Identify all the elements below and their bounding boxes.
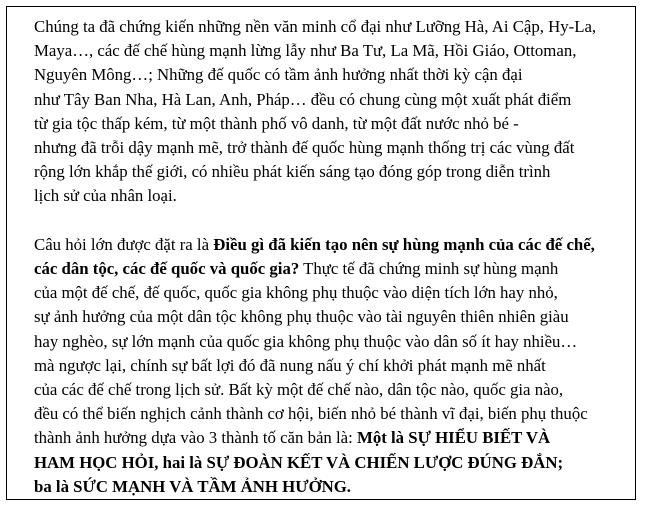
paragraph-civilizations [34, 15, 621, 209]
text-line: Câu hỏi lớn được đặt ra là [34, 234, 214, 254]
text-line: rộng lớn khắp thế giới, có nhiều phát kiến sáng tạo đóng góp trong diễn trình [34, 162, 551, 182]
paragraph-question [34, 233, 621, 499]
text-line: Nguyên Mông…; Những đế quốc có tầm ảnh hưởng nhất thời kỳ cận đại [34, 65, 523, 85]
bold-question: các dân tộc, các đế quốc và quốc gia? [34, 259, 300, 279]
text-line: đều có thể biến nghịch cảnh thành cơ hội, biến nhỏ bé thành vĩ đại, biến phụ thuộc [34, 404, 588, 424]
text-line: Thực tế đã chứng minh sự hùng mạnh [299, 259, 559, 279]
bold-factors: Một là SỰ HIỂU BIẾT VÀ [356, 428, 551, 448]
bold-factors: ba là SỨC MẠNH VÀ TẦM ẢNH HƯỞNG. [34, 476, 351, 496]
text-line: của một đế chế, đế quốc, quốc gia không phụ thuộc vào diện tích lớn hay nhỏ, [34, 283, 558, 303]
text-line: thành ảnh hưởng dựa vào 3 thành tố căn bản là: [34, 428, 357, 448]
text-line: Maya…, các đế chế hùng mạnh lừng lẫy như Ba Tư, La Mã, Hồi Giáo, Ottoman, [34, 41, 577, 61]
text-line: Chúng ta đã chứng kiến những nền văn minh cổ đại như Lưỡng Hà, Ai Cập, Hy-La, [34, 17, 597, 36]
text-line: mà ngược lại, chính sự bất lợi đó đã nung nấu ý chí khởi phát mạnh mẽ nhất [34, 355, 546, 375]
bold-question: Điều gì đã kiến tạo nên sự hùng mạnh của các đế chế, [213, 234, 595, 254]
text-line: như Tây Ban Nha, Hà Lan, Anh, Pháp… đều có chung cùng một xuất phát điểm [34, 89, 572, 109]
text-line: nhưng đã trỗi dậy mạnh mẽ, trở thành đế quốc hùng mạnh thống trị các vùng đất [34, 138, 575, 158]
text-line: lịch sử của nhân loại. [34, 186, 177, 206]
text-line: hay nghèo, sự lớn mạnh của quốc gia không phụ thuộc vào dân số ít hay nhiều… [34, 331, 578, 351]
paragraph-gap [34, 209, 621, 233]
bold-factors: HAM HỌC HỎI, hai là SỰ ĐOÀN KẾT VÀ CHIẾN LƯỢC ĐÚNG ĐẮN; [34, 452, 564, 472]
text-line: sự ảnh hưởng của một dân tộc không phụ thuộc vào tài nguyên thiên nhiên giàu [34, 307, 569, 327]
text-line: của các đế chế trong lịch sử. Bất kỳ một đế chế nào, dân tộc nào, quốc gia nào, [34, 380, 564, 400]
text-box [6, 6, 636, 500]
text-line: từ gia tộc thấp kém, từ một thành phố vô danh, từ một đất nước nhỏ bé - [34, 113, 519, 133]
